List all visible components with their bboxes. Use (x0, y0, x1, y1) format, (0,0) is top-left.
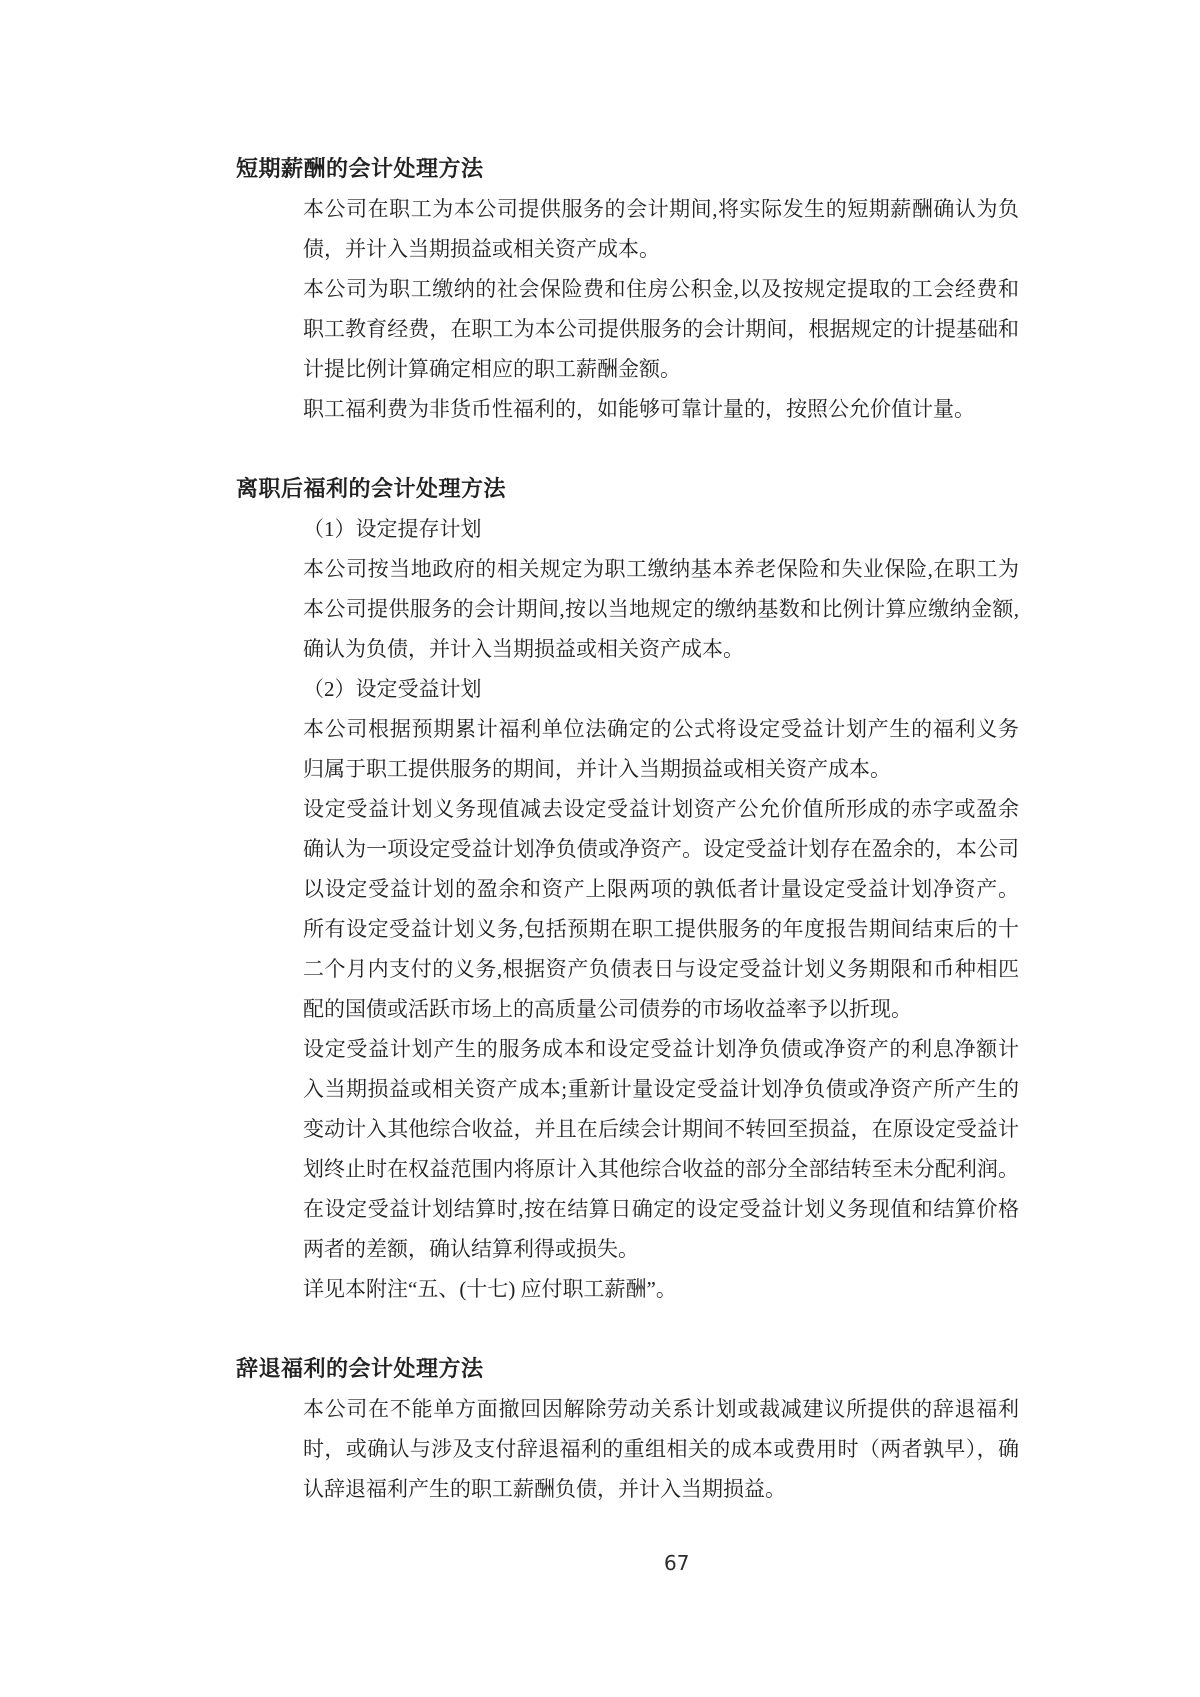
section (236, 469, 1026, 1309)
document-page (236, 149, 1026, 1509)
text-line: 本公司根据预期累计福利单位法确定的公式将设定受益计划产生的福利义务 (303, 717, 1019, 741)
page-number: 67 (664, 1551, 690, 1575)
text-line: （1）设定提存计划 (303, 517, 482, 541)
section-heading: 短期薪酬的会计处理方法 (236, 156, 484, 181)
text-line: 认辞退福利产生的职工薪酬负债，并计入当期损益。 (303, 1477, 786, 1501)
text-line: 本公司在职工为本公司提供服务的会计期间,将实际发生的短期薪酬确认为负 (303, 197, 1019, 221)
text-line: 债，并计入当期损益或相关资产成本。 (303, 237, 660, 261)
text-line: 配的国债或活跃市场上的高质量公司债券的市场收益率予以折现。 (303, 997, 912, 1021)
text-line: 所有设定受益计划义务,包括预期在职工提供服务的年度报告期间结束后的十 (303, 917, 1019, 941)
text-line: 在设定受益计划结算时,按在结算日确定的设定受益计划义务现值和结算价格 (303, 1197, 1019, 1221)
text-line: 设定受益计划义务现值减去设定受益计划资产公允价值所形成的赤字或盈余 (303, 797, 1019, 821)
section-heading: 离职后福利的会计处理方法 (236, 476, 507, 501)
text-line: 本公司提供服务的会计期间,按以当地规定的缴纳基数和比例计算应缴纳金额, (303, 597, 1019, 621)
text-line: 入当期损益或相关资产成本;重新计量设定受益计划净负债或净资产所产生的 (303, 1077, 1019, 1101)
text-line: 时，或确认与涉及支付辞退福利的重组相关的成本或费用时（两者孰早），确 (303, 1437, 1019, 1461)
text-line: 本公司为职工缴纳的社会保险费和住房公积金,以及按规定提取的工会经费和 (303, 277, 1019, 301)
text-line: 详见本附注“五、(十七) 应付职工薪酬”。 (303, 1277, 677, 1301)
text-line: 计提比例计算确定相应的职工薪酬金额。 (303, 357, 681, 381)
text-line: 本公司在不能单方面撤回因解除劳动关系计划或裁减建议所提供的辞退福利 (303, 1397, 1019, 1421)
text-line: 二个月内支付的义务,根据资产负债表日与设定受益计划义务期限和币种相匹 (303, 957, 1019, 981)
text-line: 职工福利费为非货币性福利的，如能够可靠计量的，按照公允价值计量。 (303, 397, 975, 421)
text-line: （2）设定受益计划 (303, 677, 482, 701)
section-heading: 辞退福利的会计处理方法 (236, 1356, 484, 1381)
section (236, 1349, 1026, 1509)
text-line: 职工教育经费，在职工为本公司提供服务的会计期间，根据规定的计提基础和 (303, 317, 1019, 341)
text-line: 设定受益计划产生的服务成本和设定受益计划净负债或净资产的利息净额计 (303, 1037, 1019, 1061)
text-line: 归属于职工提供服务的期间，并计入当期损益或相关资产成本。 (303, 757, 891, 781)
text-line: 确认为负债，并计入当期损益或相关资产成本。 (303, 637, 744, 661)
text-line: 变动计入其他综合收益，并且在后续会计期间不转回至损益，在原设定受益计 (303, 1117, 1019, 1141)
text-line: 两者的差额，确认结算利得或损失。 (303, 1237, 639, 1261)
text-line: 划终止时在权益范围内将原计入其他综合收益的部分全部结转至未分配利润。 (303, 1157, 1019, 1181)
text-line: 确认为一项设定受益计划净负债或净资产。设定受益计划存在盈余的，本公司 (303, 837, 1019, 861)
text-line: 以设定受益计划的盈余和资产上限两项的孰低者计量设定受益计划净资产。 (303, 877, 1019, 901)
section (236, 149, 1026, 429)
text-line: 本公司按当地政府的相关规定为职工缴纳基本养老保险和失业保险,在职工为 (303, 557, 1019, 581)
